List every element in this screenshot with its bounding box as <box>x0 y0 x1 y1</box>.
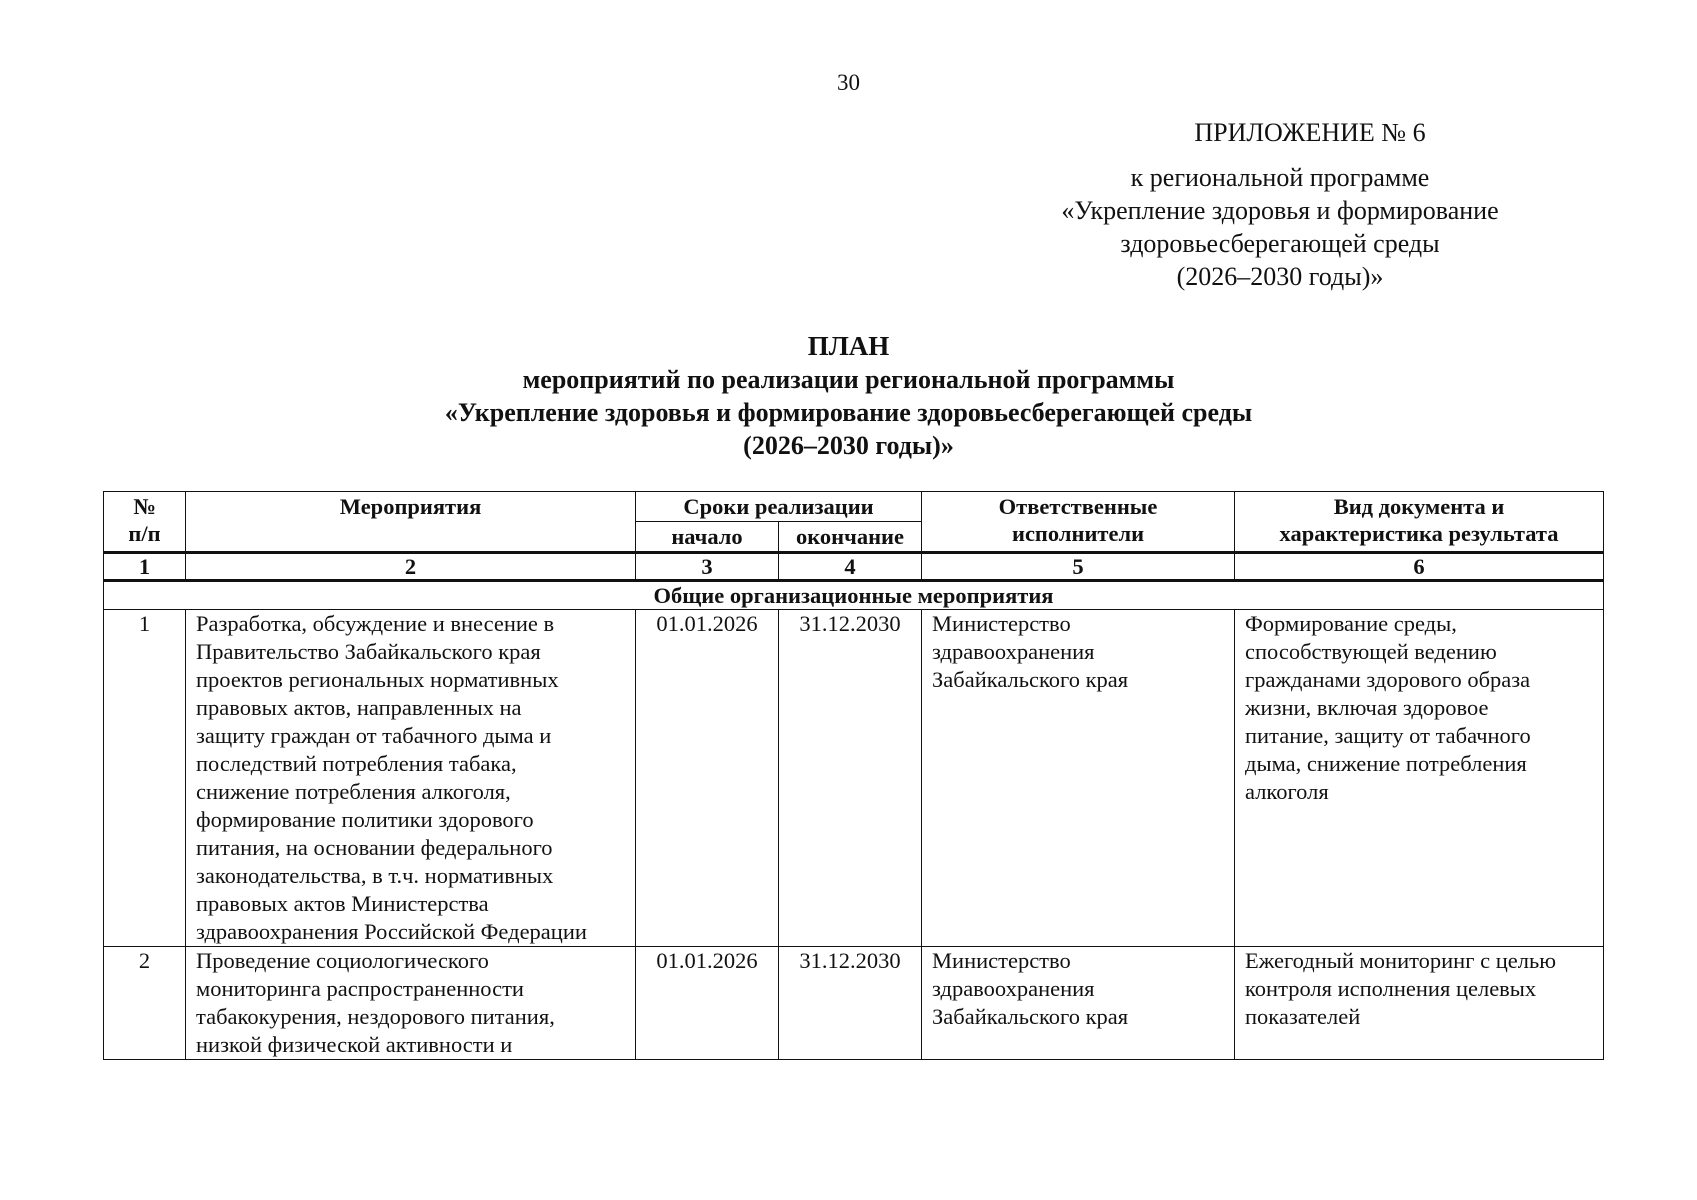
column-number: 3 <box>636 553 779 581</box>
header-doctype: Вид документа и характеристика результата <box>1235 492 1604 553</box>
plan-subtitle-line: (2026–2030 годы)» <box>743 431 954 460</box>
table-row <box>104 610 1604 947</box>
plan-subtitle-line: мероприятий по реализации региональной программы <box>522 365 1175 394</box>
column-number: 4 <box>779 553 922 581</box>
row-result: Формирование среды, способствующей ведению гражданами здорового образа жизни, включая здоровое питание, защиту от табачного дыма, снижение потребления алкоголя <box>1235 610 1604 947</box>
row-activity: Разработка, обсуждение и внесение в Правительство Забайкальского края проектов региональных нормативных правовых актов, направленных на защиту граждан от табачного дыма и последствий потребления табака, снижение потребления алкоголя, формирование политики здорового питания, на основании федерального законодательства, в т.ч. нормативных правовых актов Министерства здравоохранения Российской Федерации <box>186 610 636 947</box>
row-activity: Проведение социологического мониторинга распространенности табакокурения, нездорового питания, низкой физической активности и <box>186 947 636 1060</box>
appendix-line: «Укрепление здоровья и формирование <box>1061 196 1499 225</box>
row-num: 1 <box>104 610 186 947</box>
column-numbers-row <box>104 553 1604 581</box>
row-end-date: 31.12.2030 <box>779 610 922 947</box>
header-start: начало <box>636 522 779 553</box>
appendix-line: здоровьесберегающей среды <box>1120 229 1440 258</box>
section-row <box>104 581 1604 610</box>
appendix-block <box>1010 116 1550 293</box>
header-terms: Сроки реализации <box>636 492 922 522</box>
plan-subtitle-line: «Укрепление здоровья и формирование здоровьесберегающей среды <box>444 398 1253 427</box>
header-end: окончание <box>779 522 922 553</box>
plan-title: ПЛАН <box>807 331 890 361</box>
appendix-title: ПРИЛОЖЕНИЕ № 6 <box>1194 118 1426 147</box>
header-num: № п/п <box>104 492 186 553</box>
plan-heading <box>0 330 1697 462</box>
column-number: 5 <box>922 553 1235 581</box>
table-header-row <box>104 492 1604 522</box>
header-responsible: Ответственные исполнители <box>922 492 1235 553</box>
page-number: 30 <box>837 70 860 95</box>
row-end-date: 31.12.2030 <box>779 947 922 1060</box>
row-num: 2 <box>104 947 186 1060</box>
appendix-line: (2026–2030 годы)» <box>1176 262 1384 291</box>
section-title: Общие организационные мероприятия <box>104 581 1604 610</box>
row-responsible: Министерство здравоохранения Забайкальского края <box>922 610 1235 947</box>
row-responsible: Министерство здравоохранения Забайкальского края <box>922 947 1235 1060</box>
table-row <box>104 947 1604 1060</box>
row-start-date: 01.01.2026 <box>636 610 779 947</box>
column-number: 6 <box>1235 553 1604 581</box>
column-number: 2 <box>186 553 636 581</box>
row-result: Ежегодный мониторинг с целью контроля исполнения целевых показателей <box>1235 947 1604 1060</box>
row-start-date: 01.01.2026 <box>636 947 779 1060</box>
header-activities: Мероприятия <box>186 492 636 553</box>
column-number: 1 <box>104 553 186 581</box>
appendix-line: к региональной программе <box>1130 163 1430 192</box>
plan-table <box>103 491 1604 1060</box>
